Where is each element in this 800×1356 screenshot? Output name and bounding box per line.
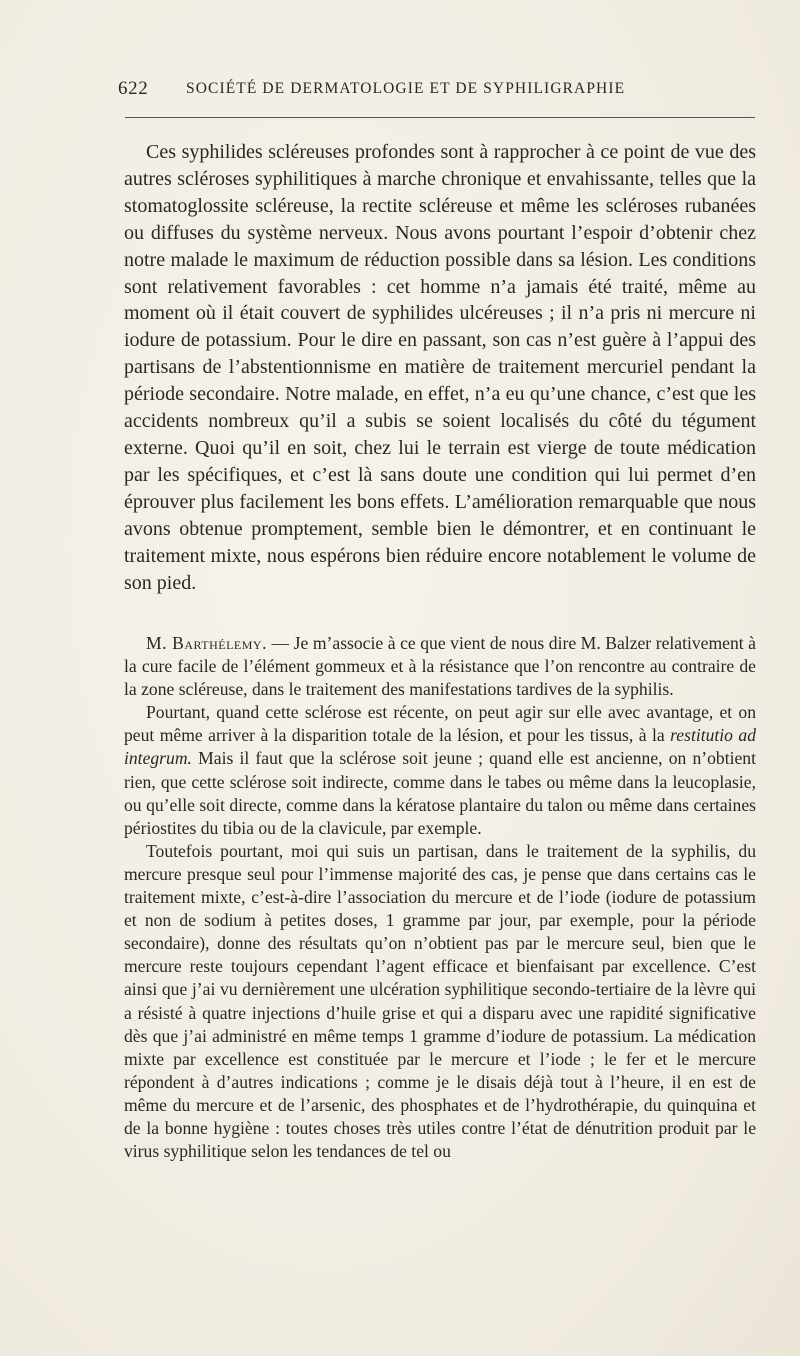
main-text-block: [124, 139, 756, 596]
paragraph-2-text: — Je m’associe à ce que vient de nous dire M. Balzer relativement à la cure facile de l’élément gommeux et à la résistance que l’on rencontre au contraire de la zone scléreuse, dans le traitement des manifestations tardives de la syphilis.: [124, 633, 756, 700]
paragraph-3-end: Mais il faut que la sclérose soit jeune ; quand elle est ancienne, on n’obtient rien, que cette sclérose soit indirecte, comme dans le tabes ou même dans la leucoplasie, ou qu’elle soit directe, comme dans la kératose plantaire du talon ou même dans certaines périostites du tibia ou de la clavicule, par exemple.: [124, 748, 756, 838]
page-number: 622: [118, 78, 149, 99]
header-rule: [125, 117, 755, 118]
paragraph-3-start: Pourtant, quand cette sclérose est récente, on peut agir sur elle avec avantage, et on peut même arriver à la disparition totale de la lésion, et pour les tissus, à la: [124, 702, 756, 746]
speaker-name: M. Barthélemy.: [146, 633, 267, 653]
paragraph-1: Ces syphilides scléreuses profondes sont à rapprocher à ce point de vue des autres scléroses syphilitiques à marche chronique et envahissante, telles que la stomatoglossite scléreuse, la rectite scléreuse et même les scléroses rubanées ou diffuses du système nerveux. Nous avons pourtant l’espoir d’obtenir chez notre malade le maximum de réduction possible dans sa lésion. Les conditions sont relativement favorables : cet homme n’a jamais été traité, même au moment où il était couvert de syphilides ulcéreuses ; il n’a pris ni mercure ni iodure de potassium. Pour le dire en passant, son cas n’est guère à l’appui des partisans de l’abstentionnisme en matière de traitement mercuriel pendant la période secondaire. Notre malade, en effet, n’a eu qu’une chance, c’est que les accidents nombreux qu’il a subis se soient localisés du côté du tégument externe. Quoi qu’il en soit, chez lui le terrain est vierge de toute médication par les spécifiques, et c’est là sans doute une condition qui lui permet d’en éprouver plus facilement les bons effets. L’amélioration remarquable que nous avons obtenue promptement, semble bien le démontrer, et en continuant le traitement mixte, nous espérons bien réduire encore notablement le volume de son pied.: [124, 141, 756, 594]
running-head: [118, 78, 754, 102]
paragraph-2: [124, 632, 756, 701]
paragraph-3: [124, 701, 756, 840]
discussion-text-block: [124, 632, 756, 1163]
paragraph-4: Toutefois pourtant, moi qui suis un partisan, dans le traitement de la syphilis, du mercure presque seul pour l’immense majorité des cas, je pense que dans certains cas le traitement mixte, c’est-à-dire l’association du mercure et de l’iode (iodure de potassium et non de sodium à petites doses, 1 gramme par jour, par exemple, pour la période secondaire), donne des résultats qu’on n’obtient pas par le mercure seul, bien que le mercure reste toujours cependant l’agent efficace et bienfaisant par excellence. C’est ainsi que j’ai vu dernièrement une ulcération syphilitique secondo-tertiaire de la lèvre qui a résisté à quatre injections d’huile grise et qui a disparu avec une rapidité significative dès que j’ai administré en même temps 1 gramme d’iodure de potassium. La médication mixte par excellence est constituée par le mercure et l’iode ; le fer et le mercure répondent à d’autres indications ; comme je le disais déjà tout à l’heure, il en est de même du mercure et de l’arsenic, des phosphates et de l’hydrothérapie, du quinquina et de la bonne hygiène : toutes choses très utiles contre l’état de dénutrition produit par le virus syphilitique selon les tendances de tel ou: [124, 840, 756, 1162]
latin-phrase: restitutio ad integrum.: [124, 725, 756, 769]
running-head-title: SOCIÉTÉ DE DERMATOLOGIE ET DE SYPHILIGRAPHIE: [186, 80, 626, 97]
